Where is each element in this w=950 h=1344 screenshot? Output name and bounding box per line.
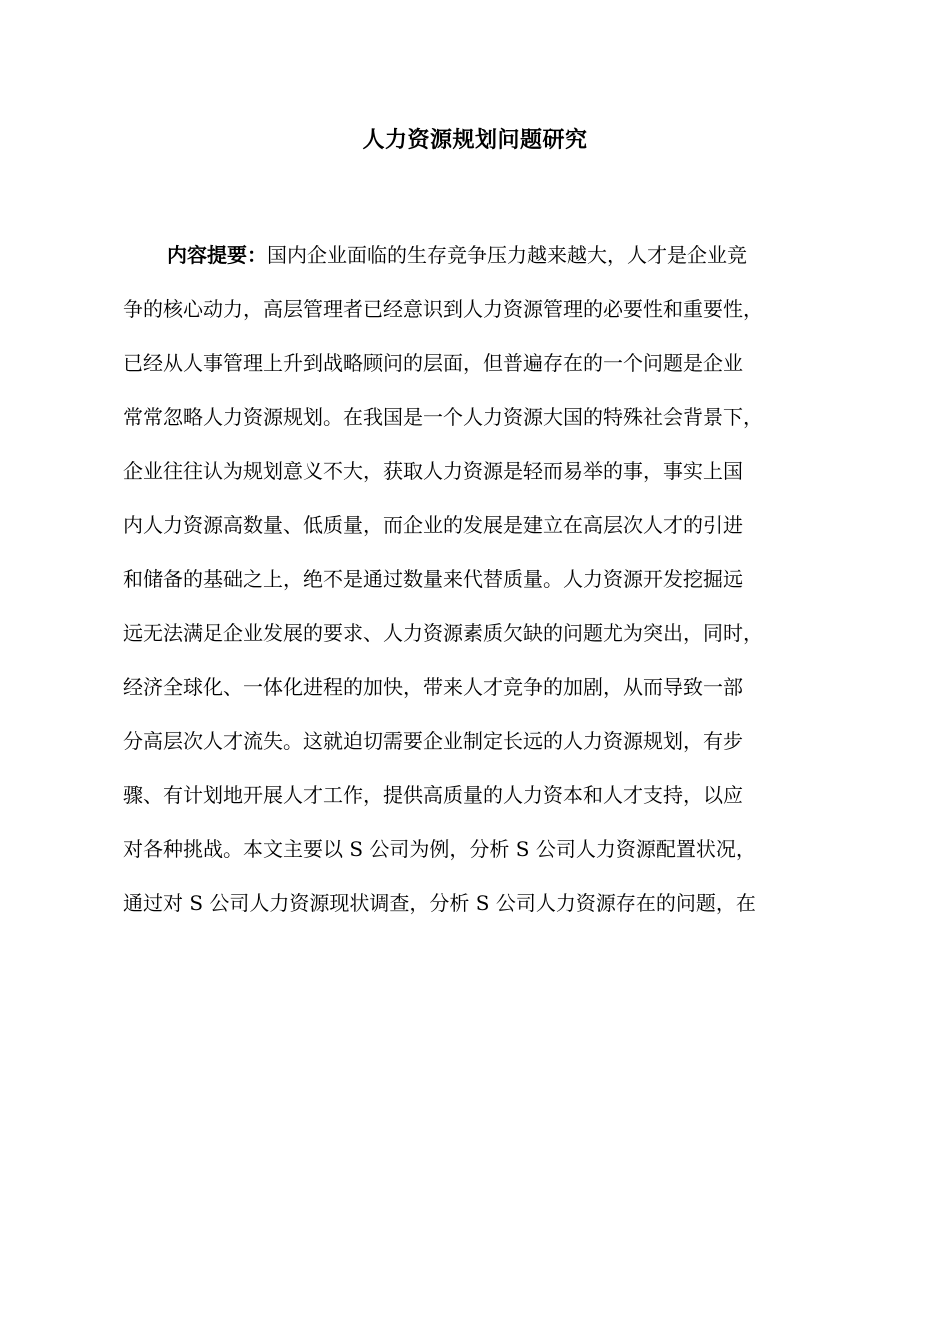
abstract-label: 内容提要： (167, 243, 267, 267)
abstract-line-text: 国内企业面临的生存竞争压力越来越大，人才是企业竞 (267, 243, 747, 267)
abstract-line: 常常忽略人力资源规划。在我国是一个人力资源大国的特殊社会背景下， (123, 405, 763, 429)
abstract-line: 通过对 S 公司人力资源现状调查，分析 S 公司人力资源存在的问题，在 (123, 891, 756, 915)
abstract-line: 骤、有计划地开展人才工作，提供高质量的人力资本和人才支持，以应 (123, 783, 743, 807)
abstract-line: 争的核心动力，高层管理者已经意识到人力资源管理的必要性和重要性， (123, 297, 763, 321)
abstract-section (123, 232, 843, 934)
abstract-line: 对各种挑战。本文主要以 S 公司为例，分析 S 公司人力资源配置状况， (123, 837, 756, 861)
abstract-line (123, 232, 843, 286)
abstract-line: 和储备的基础之上，绝不是通过数量来代替质量。人力资源开发挖掘远 (123, 567, 743, 591)
abstract-line: 企业往往认为规划意义不大，获取人力资源是轻而易举的事，事实上国 (123, 459, 743, 483)
abstract-line: 分高层次人才流失。这就迫切需要企业制定长远的人力资源规划，有步 (123, 729, 743, 753)
abstract-line: 已经从人事管理上升到战略顾问的层面，但普遍存在的一个问题是企业 (123, 351, 743, 375)
document-title: 人力资源规划问题研究 (362, 127, 588, 153)
abstract-line: 远无法满足企业发展的要求、人力资源素质欠缺的问题尤为突出，同时， (123, 621, 763, 645)
abstract-line: 内人力资源高数量、低质量，而企业的发展是建立在高层次人才的引进 (123, 513, 743, 537)
abstract-line: 经济全球化、一体化进程的加快，带来人才竞争的加剧，从而导致一部 (123, 675, 743, 699)
